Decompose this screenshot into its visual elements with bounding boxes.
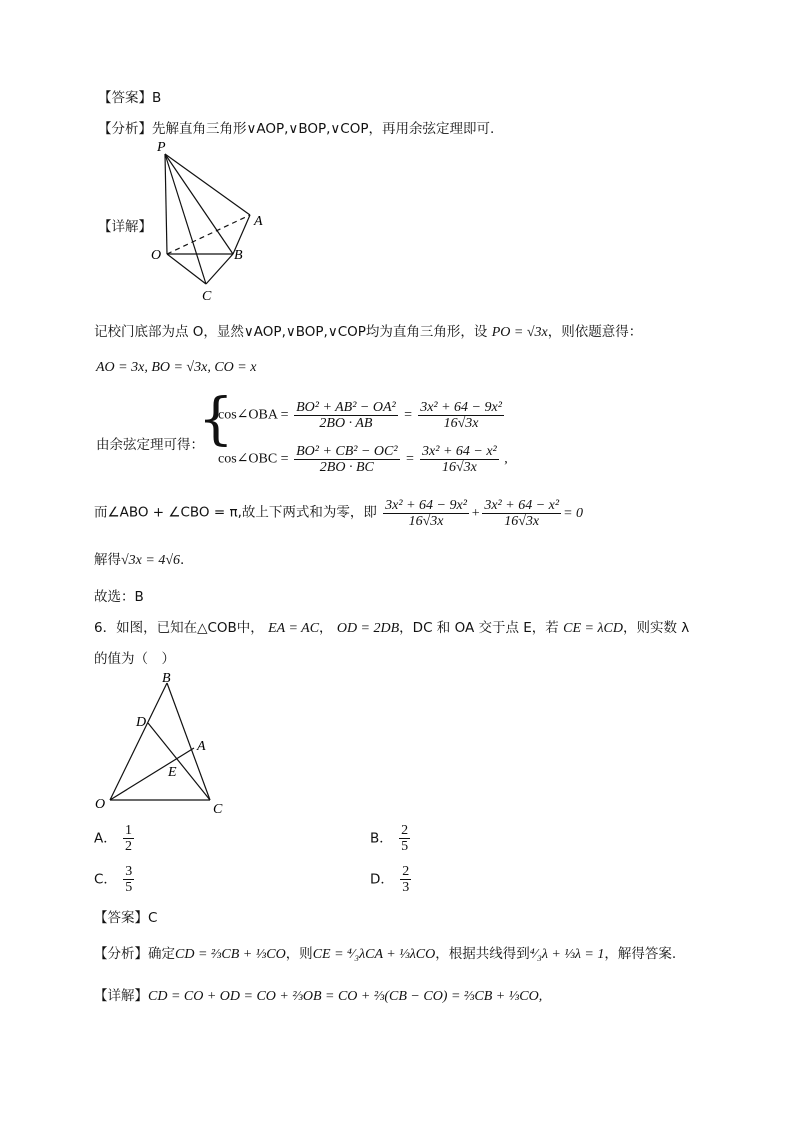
sum-num2: 3x² + 64 − x² [484,498,560,513]
option-a-letter: A． [94,830,117,847]
option-a-den: 2 [125,839,133,854]
solve-text: 解得 [94,552,121,568]
q6-stem-line2: 的值为（ ） [94,651,175,667]
cosine-intro: 由余弦定理可得： [96,437,204,453]
q6-analysis-mid2: ，根据共线得到 [435,946,530,962]
fig2-label-d: D [136,715,147,730]
answer-label: 【答案】 [98,90,152,106]
fig2-label-a: A [197,739,206,754]
system-brace: { [198,387,234,452]
cos1-den1: 2BO · AB [319,416,373,431]
option-b[interactable] [370,823,412,854]
option-c-den: 5 [125,880,133,895]
edge-pc [165,154,206,284]
cos1-num1: BO² + AB² − OA² [296,400,396,415]
q6-analysis-eq3: ⁴⁄₃λ + ⅓λ = 1 [529,947,605,962]
q6-stem-eq3: CE = λCD [563,621,623,636]
fig1-label-a: A [254,214,263,229]
q6-analysis-line [94,942,676,963]
option-b-num: 2 [401,823,409,838]
analysis-text: 先解直角三角形∨AOP,∨BOP,∨COP，再用余弦定理即可. [152,121,495,137]
fig2-label-c: C [213,802,223,817]
cos-obc-row-1: cos∠OBA = $\frac{\text{BO² + AB² − OA²}}{2BO \cdot AB}$ = $\frac{\text{3x² + 64 − 9x²}}{16√3x}$ [218,400,502,431]
q6-stem-part3: ，则实数 λ [622,620,690,636]
option-c[interactable] [94,864,136,895]
fig2-label-e: E [168,765,177,780]
q6-answer-line [94,906,157,926]
cos1-num2: 3x² + 64 − 9x² [420,400,502,415]
cos2-den2: 16√3x [441,460,477,475]
fig2-label-b: B [162,671,171,686]
setup-eq: PO = √3x [491,325,548,340]
sum-line: 而∠ABO + ∠CBO = π,故上下两式和为零，即 $\frac{\text{3x² + 64 − 9x²}}{16√3x}$ + $\frac{\text{3x² + 64 − x²}}{16√3x}$ = 0 [94,498,584,529]
analysis-line [98,117,494,137]
detail-label: 【详解】 [98,219,152,235]
option-a[interactable] [94,823,136,854]
q6-analysis-eq2: CE = ⁴⁄₃λCA + ⅓λCO [312,947,436,962]
answer-line [98,86,161,106]
q6-detail-eq: CD = CO + OD = CO + ⅔OB = CO + ⅔(CB − CO) = ⅔CB + ⅓CO, [148,989,543,1004]
q6-answer-label: 【答案】 [94,910,148,926]
sum-text: 而∠ABO + ∠CBO = π,故上下两式和为零，即 [94,504,377,521]
setup-text: 记校门底部为点 O，显然∨AOP,∨BOP,∨COP均为直角三角形，设 [94,324,488,340]
edge-po [165,154,167,254]
option-c-letter: C． [94,871,117,888]
edge-oc [167,254,206,284]
option-d-den: 3 [402,880,410,895]
cos-obc-row-2: cos∠OBC = $\frac{\text{BO² + CB² − OC²}}{2BO \cdot BC}$ = $\frac{\text{3x² + 64 − x²}}{16√3x}$ , [218,444,508,475]
cos1-lhs: cos∠OBA = [218,407,289,423]
q6-stem-line1: 6．如图，已知在△COB中， EA = AC， OD = 2DB，DC 和 OA 交于点 E，若 CE = λCD，则实数 λ [94,620,690,636]
q6-analysis-pre: 确定 [148,946,175,962]
fig1-label-o: O [151,248,162,263]
sum-den2: 16√3x [504,514,540,529]
segment-dc [148,723,210,800]
q6-detail-line [94,984,542,1005]
q6-stem-eq2: OD = 2DB [336,621,400,636]
fig1-label-c: C [202,289,212,304]
tetrahedron-figure [140,138,280,306]
sum-den1: 16√3x [408,514,444,529]
sum-num1: 3x² + 64 − 9x² [385,498,467,513]
cos2-num2: 3x² + 64 − x² [422,444,497,459]
cos2-lhs: cos∠OBC = [218,451,289,467]
q6-analysis-eq1: CD = ⅔CB + ⅓CO [175,947,286,962]
cos2-den1: 2BO · BC [319,460,374,475]
setup-line [94,320,642,341]
edge-bc [206,254,233,284]
q6-analysis-mid: ，则 [285,946,313,962]
q6-stem-part1: 6．如图，已知在△COB中， [94,620,264,636]
option-d-letter: D． [370,871,394,888]
q6-analysis-tail: ，解得答案. [604,946,677,962]
solve-eq: √3x = 4√6 [121,553,181,568]
option-c-num: 3 [125,864,133,879]
edge-pa [165,154,250,215]
q6-analysis-label: 【分析】 [94,946,148,962]
fig2-label-o: O [95,797,106,812]
fig1-label-p: P [157,140,166,155]
edge-pb [165,154,233,254]
solve-line: 解得√3x = 4√6. [94,552,185,568]
lengths-line: AO = 3x, BO = √3x, CO = x [96,360,257,375]
setup-tail: ，则依题意得： [547,324,643,340]
option-a-num: 1 [125,823,133,838]
option-b-den: 5 [401,839,409,854]
triangle-figure [90,668,240,818]
q6-stem-eq1: EA = AC [268,621,320,636]
q6-stem-part2: ，DC 和 OA 交于点 E，若 [399,620,559,636]
option-b-letter: B． [370,830,393,847]
q6-answer-value: C [148,910,158,926]
option-d[interactable] [370,864,413,895]
q6-detail-label: 【详解】 [94,988,148,1004]
cos1-den2: 16√3x [443,416,479,431]
cos2-num1: BO² + CB² − OC² [296,444,398,459]
sum-tail: = 0 [563,505,584,521]
fig1-label-b: B [234,248,243,263]
analysis-label: 【分析】 [98,121,152,137]
option-d-num: 2 [402,864,410,879]
answer-value: B [152,90,162,106]
choice-line: 故选：B [94,589,144,605]
